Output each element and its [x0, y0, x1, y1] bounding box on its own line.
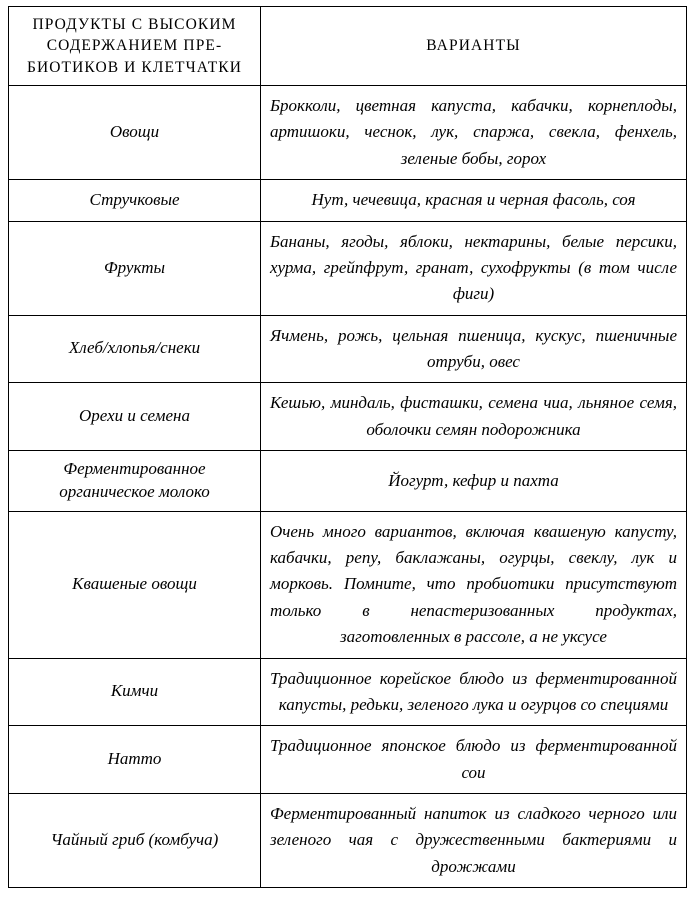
category-cell: Стручковые [9, 180, 261, 221]
category-cell: Орехи и семена [9, 383, 261, 451]
variants-cell: Очень много вариантов, включая квашеную капусту, кабачки, репу, баклажаны, огурцы, свеклу, лук и морковь. Помните, что пробиотики присутствуют только в непастеризованных продуктах, заготовленных в рассоле, а не уксусе [261, 511, 687, 658]
table-row [9, 511, 687, 658]
variants-cell: Ферментированный напиток из сладкого черного или зеленого чая с дружественными бактериями и дрожжами [261, 793, 687, 887]
table-body [9, 86, 687, 888]
table-row [9, 180, 687, 221]
table-header-row [9, 7, 687, 86]
category-cell: Фрукты [9, 221, 261, 315]
table-row [9, 86, 687, 180]
table-row [9, 793, 687, 887]
variants-cell: Кешью, миндаль, фисташки, семена чиа, льняное семя, оболочки семян подорожника [261, 383, 687, 451]
table-row [9, 315, 687, 383]
column-header-categories: ПРОДУКТЫ С ВЫСОКИМ СОДЕРЖАНИЕМ ПРЕ-БИОТИКОВ И КЛЕТЧАТКИ [9, 7, 261, 86]
category-cell: Ферментированное органическое молоко [9, 450, 261, 511]
table-row [9, 726, 687, 794]
variants-cell: Традиционное корейское блюдо из ферментированной капусты, редьки, зеленого лука и огурцов со специями [261, 658, 687, 726]
table-row [9, 221, 687, 315]
table-row [9, 658, 687, 726]
column-header-variants: ВАРИАНТЫ [261, 7, 687, 86]
variants-cell: Ячмень, рожь, цельная пшеница, кускус, пшеничные отруби, овес [261, 315, 687, 383]
variants-cell: Брокколи, цветная капуста, кабачки, корнеплоды, артишоки, чеснок, лук, спаржа, свекла, фенхель, зеленые бобы, горох [261, 86, 687, 180]
category-cell: Кимчи [9, 658, 261, 726]
category-cell: Чайный гриб (комбуча) [9, 793, 261, 887]
category-cell: Овощи [9, 86, 261, 180]
variants-cell: Йогурт, кефир и пахта [261, 450, 687, 511]
table-row [9, 450, 687, 511]
variants-cell: Традиционное японское блюдо из ферментированной сои [261, 726, 687, 794]
category-cell: Хлеб/хлопья/снеки [9, 315, 261, 383]
table-head [9, 7, 687, 86]
category-cell: Натто [9, 726, 261, 794]
variants-cell: Нут, чечевица, красная и черная фасоль, соя [261, 180, 687, 221]
prebiotic-fiber-foods-table [8, 6, 687, 888]
variants-cell: Бананы, ягоды, яблоки, нектарины, белые персики, хурма, грейпфрут, гранат, сухофрукты (в том числе фиги) [261, 221, 687, 315]
category-cell: Квашеные овощи [9, 511, 261, 658]
table-row [9, 383, 687, 451]
